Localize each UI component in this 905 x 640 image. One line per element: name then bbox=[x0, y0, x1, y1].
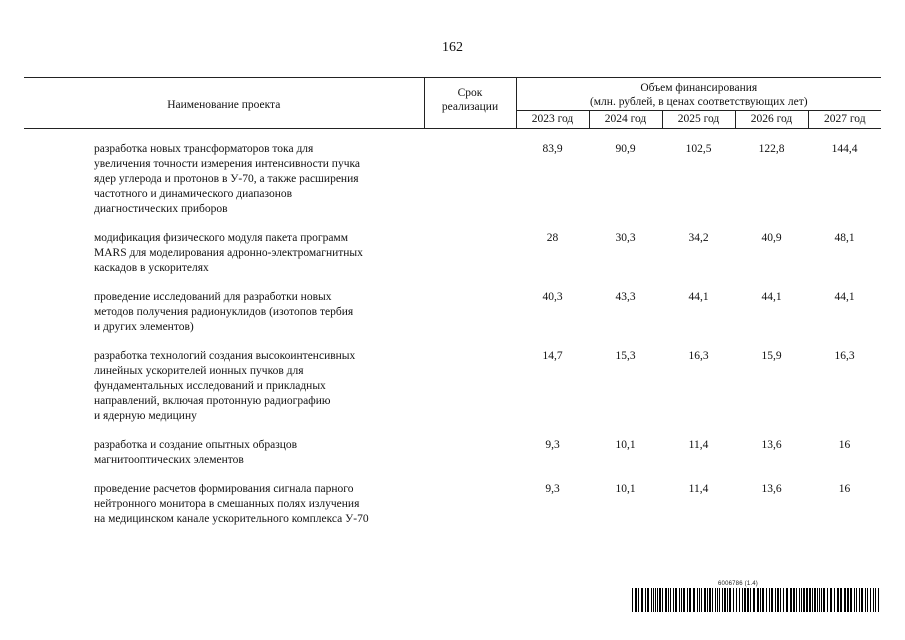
term-cell bbox=[424, 349, 516, 438]
funding-value-cell: 10,1 bbox=[615, 483, 636, 495]
project-name-line: фундаментальных исследований и прикладных bbox=[94, 380, 326, 392]
funding-value-cell: 40,9 bbox=[761, 232, 782, 244]
funding-value-cell: 11,4 bbox=[688, 439, 709, 451]
project-name-line: разработка новых трансформаторов тока для bbox=[94, 143, 314, 155]
header-project-name: Наименование проекта bbox=[24, 78, 424, 129]
funding-value-cell: 16,3 bbox=[688, 350, 709, 362]
funding-value-cell: 13,6 bbox=[761, 483, 782, 495]
table-row bbox=[24, 438, 881, 482]
project-name-line: разработка технологий создания высокоинтенсивных bbox=[94, 350, 356, 362]
project-name-cell bbox=[24, 482, 424, 541]
header-year-2027: 2027 год bbox=[808, 111, 881, 129]
table-row bbox=[24, 290, 881, 349]
project-name-cell bbox=[24, 349, 424, 438]
funding-value-cell: 90,9 bbox=[615, 143, 636, 155]
funding-value-cell: 34,2 bbox=[688, 232, 709, 244]
funding-value-cell: 28 bbox=[546, 232, 559, 244]
project-name-line: модификация физического модуля пакета программ bbox=[94, 232, 348, 244]
header-term-line2: реализации bbox=[441, 101, 499, 113]
project-name-cell bbox=[24, 438, 424, 482]
funding-value-cell: 30,3 bbox=[615, 232, 636, 244]
funding-table bbox=[24, 77, 881, 541]
project-name-line: ядер углерода и протонов в У-70, а также расширения bbox=[94, 173, 359, 185]
header-year-2026: 2026 год bbox=[735, 111, 808, 129]
project-name-cell bbox=[24, 142, 424, 231]
table-row bbox=[24, 482, 881, 541]
funding-value-cell: 10,1 bbox=[615, 439, 636, 451]
project-name-line: разработка и создание опытных образцов bbox=[94, 439, 298, 451]
table-row bbox=[24, 231, 881, 290]
header-funding-line1: Объем финансирования bbox=[640, 82, 758, 94]
term-cell bbox=[424, 142, 516, 231]
table-row bbox=[24, 349, 881, 438]
project-name-line: проведение исследований для разработки новых bbox=[94, 291, 332, 303]
header-funding bbox=[516, 78, 881, 111]
funding-value-cell: 13,6 bbox=[761, 439, 782, 451]
funding-value-cell: 16,3 bbox=[834, 350, 855, 362]
project-name-line: диагностических приборов bbox=[94, 203, 228, 215]
term-cell bbox=[424, 290, 516, 349]
project-name-cell bbox=[24, 290, 424, 349]
project-name-line: и ядерную медицину bbox=[94, 410, 197, 422]
barcode-image bbox=[632, 588, 882, 612]
funding-value-cell: 102,5 bbox=[685, 143, 712, 155]
header-year-2025: 2025 год bbox=[662, 111, 735, 129]
funding-value-cell: 122,8 bbox=[758, 143, 785, 155]
funding-value-cell: 9,3 bbox=[545, 439, 560, 451]
funding-table-container bbox=[24, 77, 881, 541]
project-name-line: линейных ускорителей ионных пучков для bbox=[94, 365, 304, 377]
funding-value-cell: 43,3 bbox=[615, 291, 636, 303]
term-cell bbox=[424, 482, 516, 541]
project-name-line: каскадов в ускорителях bbox=[94, 262, 209, 274]
funding-value-cell: 16 bbox=[838, 439, 851, 451]
term-cell bbox=[424, 438, 516, 482]
project-name-line: на медицинском канале ускорительного комплекса У-70 bbox=[94, 513, 369, 525]
funding-value-cell: 40,3 bbox=[542, 291, 563, 303]
table-body bbox=[24, 129, 881, 542]
project-name-line: частотного и динамического диапазонов bbox=[94, 188, 293, 200]
project-name-cell bbox=[24, 231, 424, 290]
funding-value-cell: 83,9 bbox=[542, 143, 563, 155]
project-name-line: увеличения точности измерения интенсивности пучка bbox=[94, 158, 361, 170]
funding-value-cell: 9,3 bbox=[545, 483, 560, 495]
header-term-line1: Срок bbox=[457, 87, 483, 99]
header-year-2024: 2024 год bbox=[589, 111, 662, 129]
table-row bbox=[24, 142, 881, 231]
term-cell bbox=[424, 231, 516, 290]
funding-value-cell: 144,4 bbox=[831, 143, 858, 155]
project-name-line: и других элементов) bbox=[94, 321, 194, 333]
project-name-line: MARS для моделирования адронно-электромагнитных bbox=[94, 247, 363, 259]
funding-value-cell: 48,1 bbox=[834, 232, 855, 244]
header-funding-line2: (млн. рублей, в ценах соответствующих лет) bbox=[589, 96, 808, 108]
project-name-line: магнитооптических элементов bbox=[94, 454, 244, 466]
funding-value-cell: 44,1 bbox=[761, 291, 782, 303]
funding-value-cell: 44,1 bbox=[688, 291, 709, 303]
funding-value-cell: 15,9 bbox=[761, 350, 782, 362]
funding-value-cell: 15,3 bbox=[615, 350, 636, 362]
project-name-line: нейтронного монитора в смешанных полях излучения bbox=[94, 498, 360, 510]
header-term bbox=[424, 78, 516, 129]
header-year-2023: 2023 год bbox=[516, 111, 589, 129]
funding-value-cell: 44,1 bbox=[834, 291, 855, 303]
project-name-line: проведение расчетов формирования сигнала парного bbox=[94, 483, 354, 495]
funding-value-cell: 16 bbox=[838, 483, 851, 495]
funding-value-cell: 11,4 bbox=[688, 483, 709, 495]
project-name-line: направлений, включая протонную радиографию bbox=[94, 395, 331, 407]
funding-value-cell: 14,7 bbox=[542, 350, 563, 362]
project-name-line: методов получения радионуклидов (изотопов тербия bbox=[94, 306, 354, 318]
table-header bbox=[24, 78, 881, 129]
barcode-number: 6006786 (1.4) bbox=[718, 581, 758, 587]
page-number: 162 bbox=[442, 40, 463, 55]
